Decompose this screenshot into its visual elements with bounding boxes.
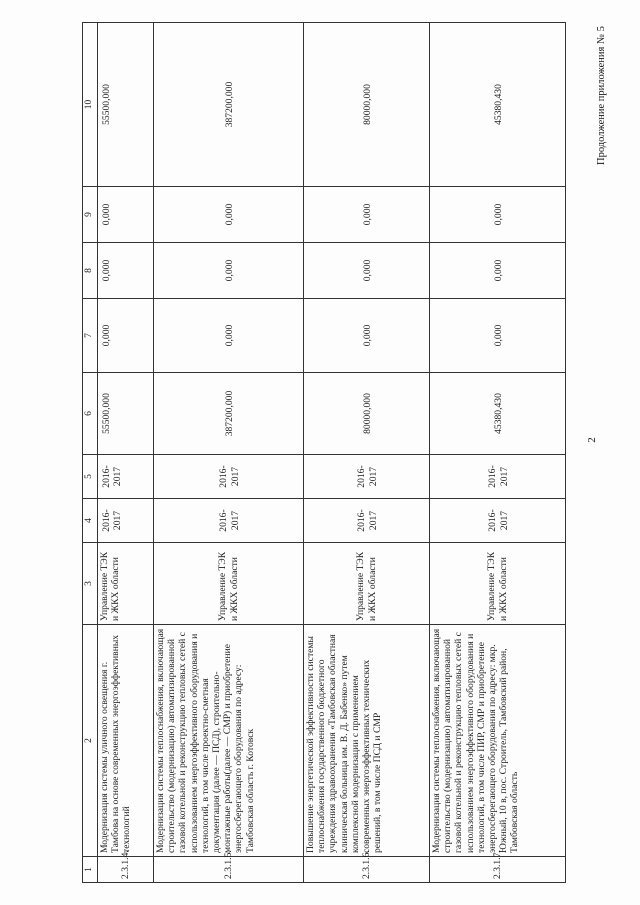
continuation-label: Продолжение приложения № 5 [596, 26, 607, 165]
column-number: 8 [83, 243, 98, 299]
page-number: 2 [586, 437, 598, 443]
row-code: 2.3.1.5. [154, 857, 304, 883]
row-end: 2016-2017 [154, 455, 304, 499]
table-row [98, 23, 154, 883]
row-col10: 45380,430 [430, 23, 566, 187]
row-executor: Управление ТЭК и ЖКХ области [98, 543, 154, 625]
column-number: 1 [83, 857, 98, 883]
column-number: 10 [83, 23, 98, 187]
row-col7: 0,000 [304, 299, 430, 373]
row-end: 2016-2017 [304, 455, 430, 499]
row-end: 2016-2017 [98, 455, 154, 499]
row-code: 2.3.1.4. [98, 857, 154, 883]
row-executor: Управление ТЭК и ЖКХ области [154, 543, 304, 625]
row-executor: Управление ТЭК и ЖКХ области [430, 543, 566, 625]
row-col10: 387200,000 [154, 23, 304, 187]
row-executor: Управление ТЭК и ЖКХ области [304, 543, 430, 625]
row-col9: 0,000 [154, 187, 304, 243]
row-start: 2016-2017 [154, 499, 304, 543]
row-col6: 45380,430 [430, 373, 566, 455]
column-number-row [83, 23, 98, 883]
row-col6: 387200,000 [154, 373, 304, 455]
row-col8: 0,000 [430, 243, 566, 299]
row-name: Модернизация системы теплоснабжения, включающая строительство (модернизацию) автоматизированной газовой котельной и реконструкцию тепловых сетей с использованием энергоэффективного оборудования и технологий, в том числе ПИР, СМР и приобретение энергосберегающего оборудования по адресу: мкр. Южный, 10 в, пос. Строитель, Тамбовский район, Тамбовская область [430, 625, 566, 857]
row-col6: 80000,000 [304, 373, 430, 455]
row-col8: 0,000 [98, 243, 154, 299]
column-number: 9 [83, 187, 98, 243]
table-row [154, 23, 304, 883]
row-start: 2016-2017 [98, 499, 154, 543]
row-col7: 0,000 [98, 299, 154, 373]
row-name: Повышение энергетической эффективности системы теплоснабжения государственного бюджетного учреждения здравоохранения «Тамбовская областная клиническая больница им. В. Д. Бабенко» путем комплексной модернизации с применением современных энергоэффективных технических решений, в том числе ПСД и СМР [304, 625, 430, 857]
row-col6: 55500,000 [98, 373, 154, 455]
row-col9: 0,000 [304, 187, 430, 243]
row-col10: 80000,000 [304, 23, 430, 187]
row-col7: 0,000 [154, 299, 304, 373]
column-number: 5 [83, 455, 98, 499]
column-number: 6 [83, 373, 98, 455]
row-col9: 0,000 [98, 187, 154, 243]
table-row [304, 23, 430, 883]
row-col7: 0,000 [430, 299, 566, 373]
row-start: 2016-2017 [304, 499, 430, 543]
column-number: 4 [83, 499, 98, 543]
row-col8: 0,000 [154, 243, 304, 299]
row-col8: 0,000 [304, 243, 430, 299]
row-col10: 55500,000 [98, 23, 154, 187]
row-name: Модернизация системы уличного освещения г. Тамбова на основе современных энергоэффективных технологий [98, 625, 154, 857]
column-number: 7 [83, 299, 98, 373]
row-start: 2016-2017 [430, 499, 566, 543]
row-end: 2016-2017 [430, 455, 566, 499]
column-number: 3 [83, 543, 98, 625]
row-code: 2.3.1.6. [304, 857, 430, 883]
row-code: 2.3.1.7. [430, 857, 566, 883]
row-col9: 0,000 [430, 187, 566, 243]
column-number: 2 [83, 625, 98, 857]
table-row [430, 23, 566, 883]
row-name: Модернизация системы теплоснабжения, включающая строительство (модернизацию) автоматизированной газовой котельной и реконструкцию тепловых сетей с использованием энергоэффективного оборудования и технологий, в том числе проектно-сметная документация (далее — ПСД), строительно-монтажные работы(далее — СМР) и приобретение энергосберегающего оборудования по адресу: Тамбовская область г. Котовск [154, 625, 304, 857]
appendix-table [82, 22, 566, 883]
